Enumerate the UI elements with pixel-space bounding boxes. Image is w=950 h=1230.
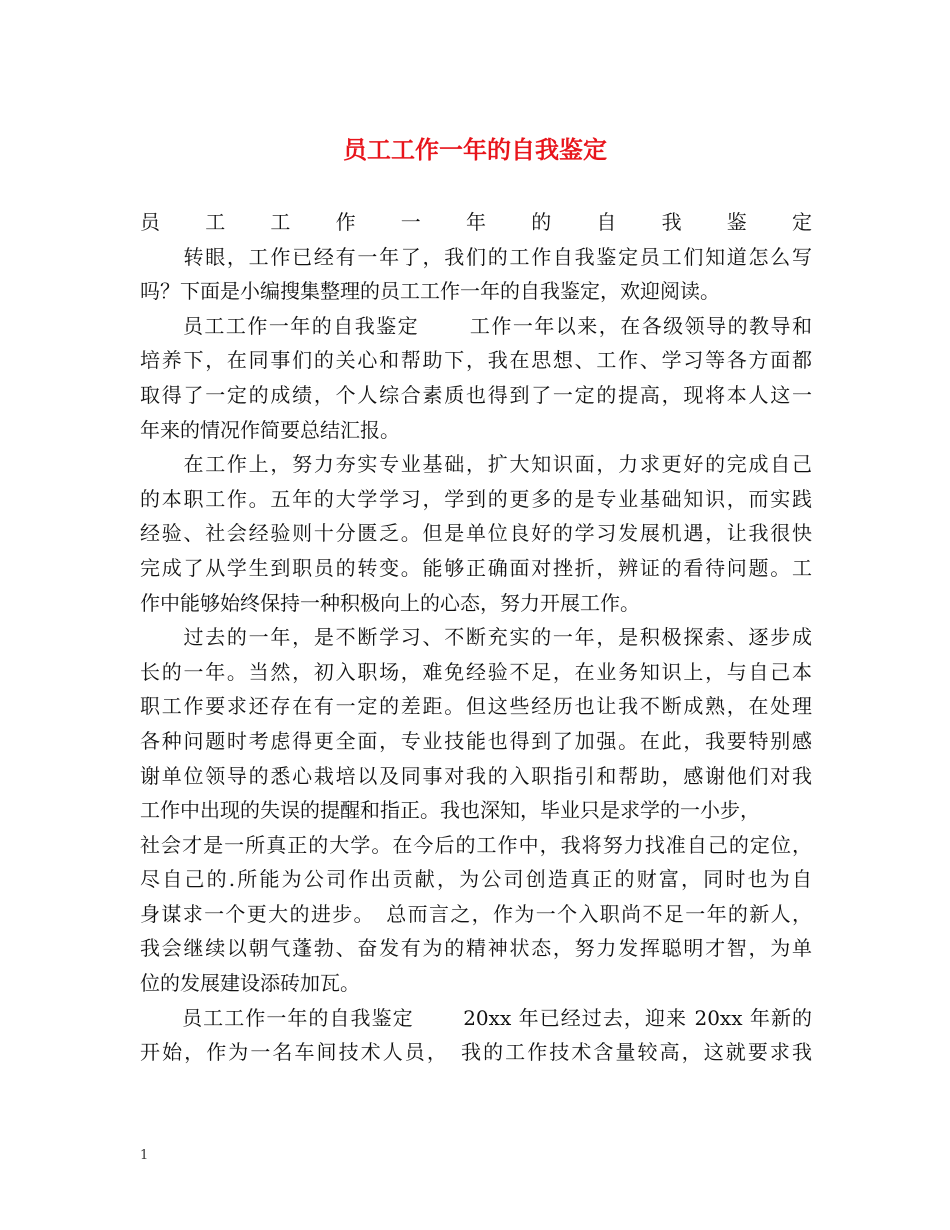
- text-line: 经验、社会经验则十分匮乏。但是单位良好的学习发展机遇，让我很快: [140, 521, 812, 546]
- text-line: 员工工作一年的自我鉴定: [140, 210, 812, 234]
- text-line: 转眼，工作已经有一年了，我们的工作自我鉴定员工们知道怎么写: [140, 244, 812, 269]
- text-line: 工作中出现的失误的提醒和指正。我也深知，毕业只是求学的一小步，: [140, 798, 760, 823]
- document-body: [140, 205, 812, 1070]
- text-line: 的本职工作。五年的大学学习，学到的更多的是专业基础知识，而实践: [140, 486, 812, 511]
- text-line: 员工工作一年的自我鉴定 20xx 年已经过去，迎来 20xx 年新的: [140, 1005, 812, 1030]
- text-line: 我会继续以朝气蓬勃、奋发有为的精神状态，努力发挥聪明才智，为单: [140, 936, 812, 961]
- text-line: 身谋求一个更大的进步。 总而言之，作为一个入职尚不足一年的新人，: [140, 901, 812, 926]
- text-line: 在工作上，努力夯实专业基础，扩大知识面，力求更好的完成自己: [140, 452, 812, 477]
- text-line: 取得了一定的成绩，个人综合素质也得到了一定的提高，现将本人这一: [140, 382, 812, 407]
- text-line: 各种问题时考虑得更全面，专业技能也得到了加强。在此，我要特别感: [140, 728, 812, 753]
- text-line: 尽自己的.所能为公司作出贡献，为公司创造真正的财富，同时也为自: [140, 867, 812, 892]
- text-line: 年来的情况作简要总结汇报。: [140, 417, 400, 442]
- text-line: 完成了从学生到职员的转变。能够正确面对挫折，辨证的看待问题。工: [140, 555, 812, 580]
- text-line: 员工工作一年的自我鉴定 工作一年以来，在各级领导的教导和: [140, 313, 812, 338]
- text-line: 职工作要求还存在有一定的差距。但这些经历也让我不断成熟，在处理: [140, 694, 812, 719]
- text-line: 谢单位领导的悉心栽培以及同事对我的入职指引和帮助，感谢他们对我: [140, 763, 812, 788]
- text-line: 位的发展建设添砖加瓦。: [140, 971, 360, 996]
- text-line: 培养下，在同事们的关心和帮助下，我在思想、工作、学习等各方面都: [140, 348, 812, 373]
- text-line: 长的一年。当然，初入职场，难免经验不足，在业务知识上，与自己本: [140, 659, 812, 684]
- page-title: 员工工作一年的自我鉴定: [343, 135, 607, 164]
- text-line: 吗？下面是小编搜集整理的员工工作一年的自我鉴定，欢迎阅读。: [140, 279, 720, 304]
- text-line: 开始，作为一名车间技术人员， 我的工作技术含量较高，这就要求我: [140, 1040, 812, 1065]
- page-number: 1: [140, 1148, 149, 1163]
- text-line: 社会才是一所真正的大学。在今后的工作中，我将努力找准自己的定位，: [140, 832, 812, 857]
- text-line: 过去的一年，是不断学习、不断充实的一年，是积极探索、逐步成: [140, 625, 812, 650]
- text-line: 作中能够始终保持一种积极向上的心态，努力开展工作。: [140, 590, 640, 615]
